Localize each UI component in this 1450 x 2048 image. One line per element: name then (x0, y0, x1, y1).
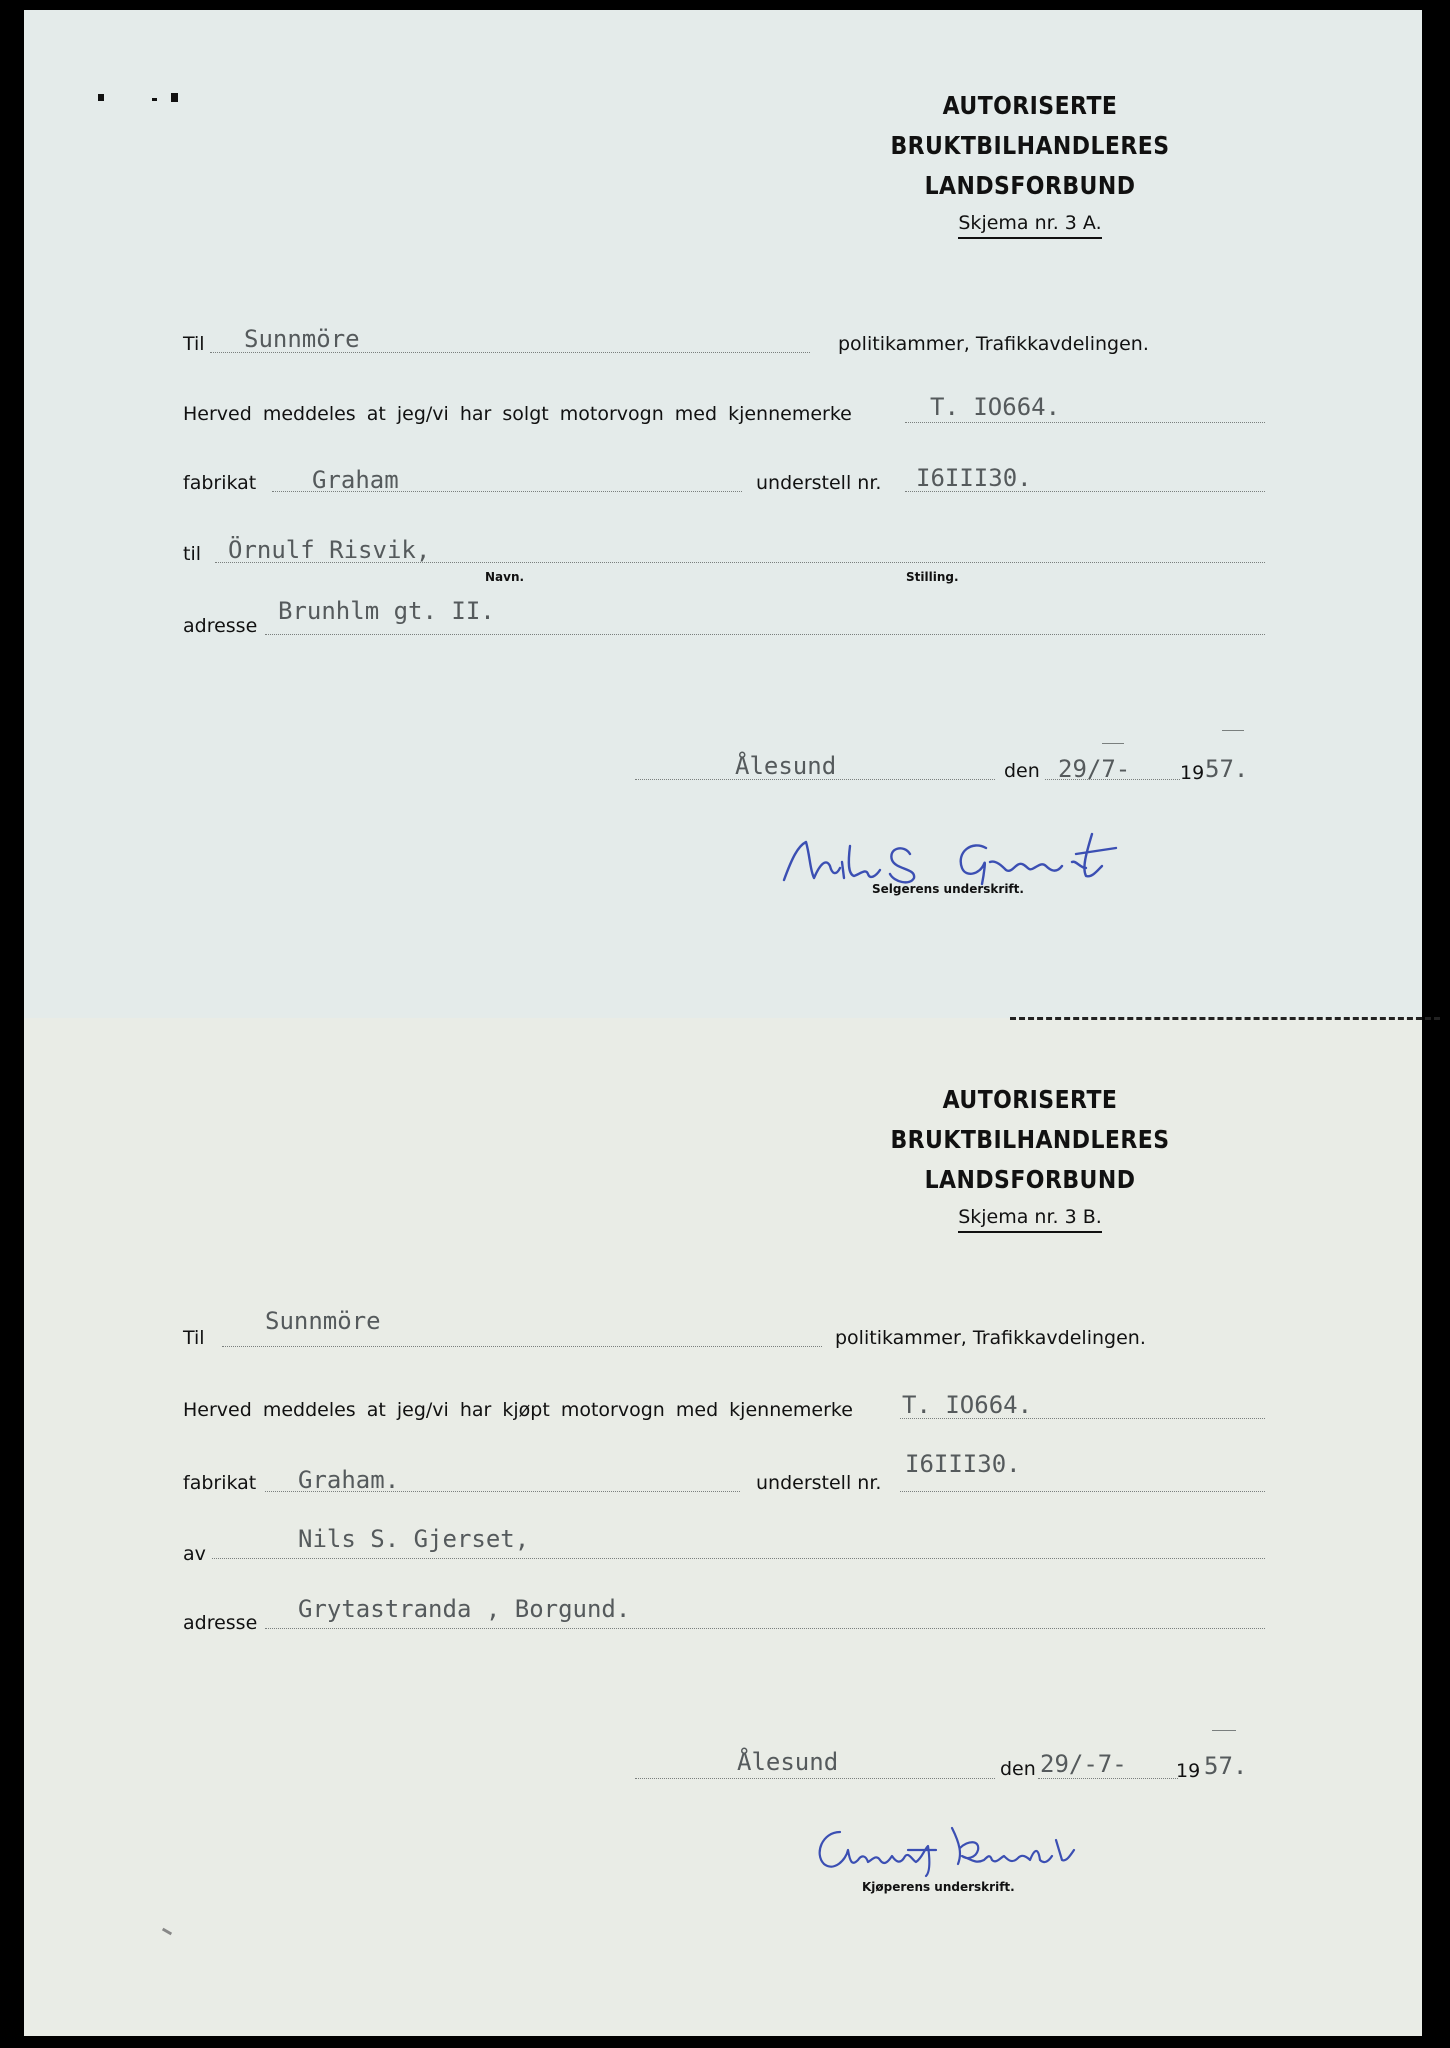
buyer-signature-caption: Kjøperens underskrift. (862, 1880, 1015, 1894)
buyer-signature (812, 1820, 1202, 1880)
org-name-line1: AUTORISERTE BRUKTBILHANDLERES (890, 1085, 1170, 1154)
schema-number: Skjema nr. 3 B. (958, 1206, 1102, 1233)
date-value: 29/-7- (1040, 1750, 1127, 1778)
date-value: 29/7- (1058, 755, 1131, 783)
til-value: Sunnmöre (265, 1307, 381, 1335)
punch-mark (98, 94, 104, 101)
schema-number: Skjema nr. 3 A. (958, 212, 1101, 239)
av-label: av (183, 1543, 206, 1565)
place-value: Ålesund (735, 752, 837, 780)
kjennemerke-value: T. IO664. (930, 393, 1061, 421)
date-overline (1102, 743, 1124, 744)
til-name-label: til (183, 543, 202, 565)
herved-label: Herved meddeles at jeg/vi har solgt motorvogn med kjennemerke (183, 403, 852, 425)
year-prefix: 19 (1180, 762, 1205, 784)
understell-value: I6III30. (905, 1450, 1021, 1478)
til-label: Til (183, 333, 205, 355)
herved-label: Herved meddeles at jeg/vi har kjøpt motorvogn med kjennemerke (183, 1399, 853, 1421)
navn-caption: Navn. (485, 570, 525, 584)
year-value: 57. (1205, 755, 1249, 783)
fabrikat-value: Graham (312, 466, 399, 494)
form-a-header (780, 86, 1280, 239)
punch-mark (171, 93, 178, 102)
seller-name-value: Nils S. Gjerset, (298, 1525, 530, 1553)
av-field-line (212, 1558, 1265, 1559)
politikammer-label: politikammer, Trafikkavdelingen. (838, 333, 1149, 355)
fabrikat-label: fabrikat (183, 472, 257, 494)
adresse-label: adresse (183, 615, 258, 637)
understell-field-line (900, 1491, 1265, 1492)
place-value: Ålesund (737, 1748, 839, 1776)
til-field-line (222, 1346, 822, 1347)
place-field-line (635, 1778, 995, 1779)
org-name-line2: LANDSFORBUND (924, 1165, 1136, 1194)
politikammer-label: politikammer, Trafikkavdelingen. (835, 1327, 1146, 1349)
year-overline (1212, 1730, 1236, 1731)
perforation-line (1010, 1017, 1440, 1020)
fabrikat-label: fabrikat (183, 1472, 257, 1494)
adresse-field-line (265, 1628, 1265, 1629)
stilling-caption: Stilling. (906, 570, 959, 584)
date-field-line (1038, 1778, 1178, 1779)
understell-value: I6III30. (916, 464, 1032, 492)
til-value: Sunnmöre (244, 325, 360, 353)
year-overline (1222, 730, 1244, 731)
seller-signature (776, 818, 1196, 890)
punch-mark (152, 98, 157, 101)
understell-label: understell nr. (756, 1472, 882, 1494)
adresse-value: Grytastranda , Borgund. (298, 1595, 631, 1623)
til-label: Til (183, 1327, 205, 1349)
adresse-value: Brunhlm gt. II. (278, 597, 495, 625)
den-label: den (1000, 1758, 1036, 1780)
org-name-line1: AUTORISERTE BRUKTBILHANDLERES (890, 91, 1170, 160)
year-value: 57. (1204, 1752, 1248, 1780)
fabrikat-value: Graham. (298, 1466, 400, 1494)
den-label: den (1004, 760, 1040, 782)
seller-signature-caption: Selgerens underskrift. (872, 882, 1024, 896)
adresse-field-line (265, 634, 1265, 635)
adresse-label: adresse (183, 1612, 258, 1634)
year-prefix: 19 (1176, 1760, 1201, 1782)
buyer-name-value: Örnulf Risvik, (228, 536, 431, 564)
understell-label: understell nr. (756, 472, 882, 494)
org-name-line2: LANDSFORBUND (924, 171, 1136, 200)
form-b-header (780, 1080, 1280, 1233)
kjennemerke-value: T. IO664. (902, 1391, 1033, 1419)
kjennemerke-field-line (905, 422, 1265, 423)
